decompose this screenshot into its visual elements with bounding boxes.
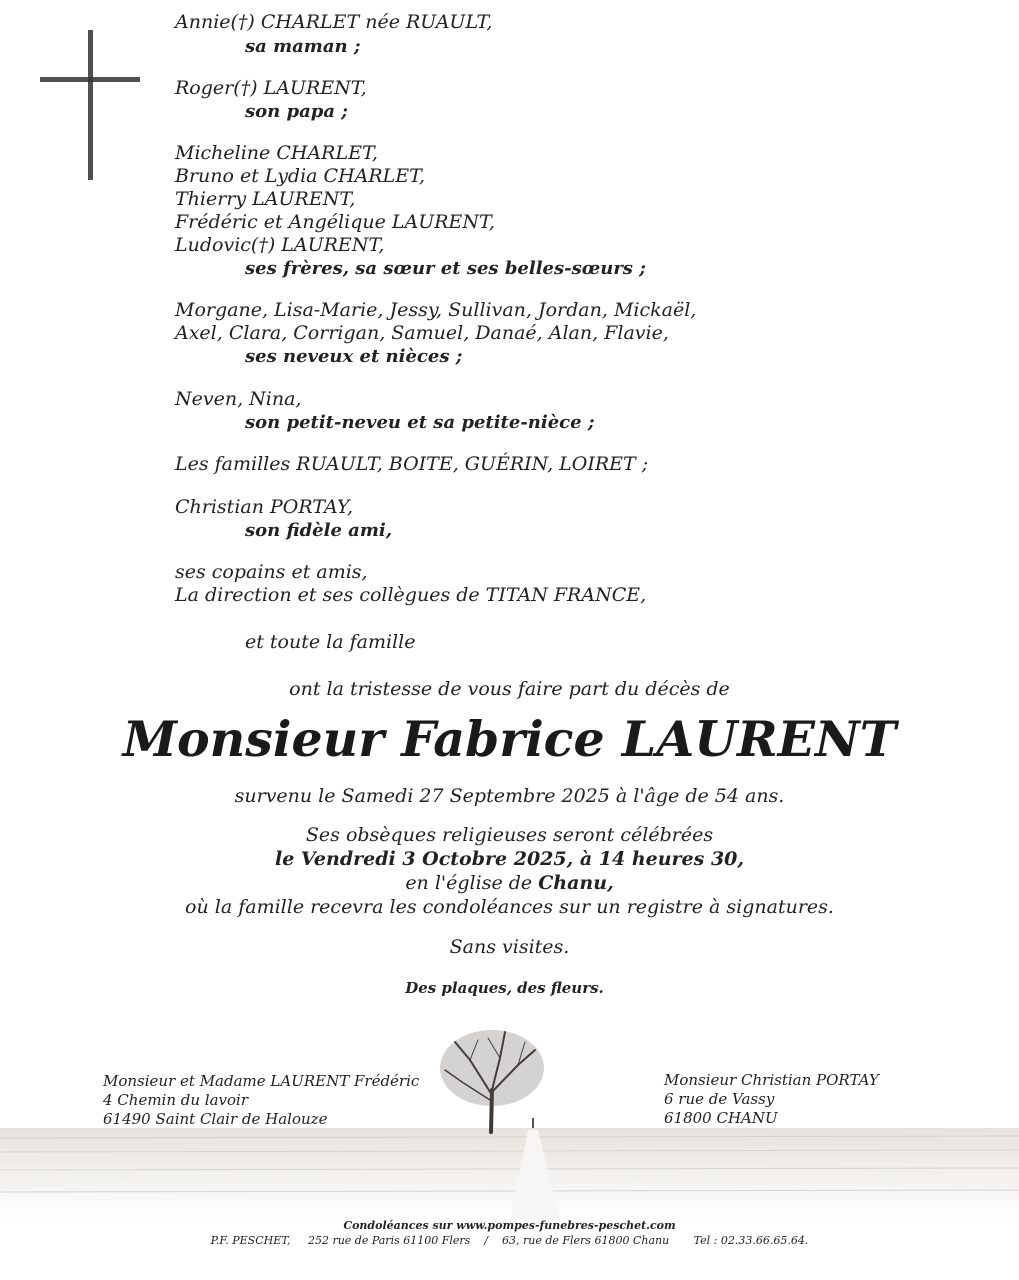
family-name-line: Neven, Nina,: [175, 388, 302, 410]
address-right-line: 6 rue de Vassy: [664, 1090, 775, 1108]
family-name-line: Morgane, Lisa-Marie, Jessy, Sullivan, Jordan, Mickaël,: [175, 299, 697, 321]
funeral-line: Ses obsèques religieuses seront célébrées: [305, 824, 714, 846]
family-name-line: Ludovic(†) LAURENT,: [175, 234, 385, 256]
footer-separator: /: [484, 1234, 488, 1247]
address-left-line: 4 Chemin du lavoir: [103, 1091, 249, 1109]
family-relation: ses neveux et nièces ;: [245, 346, 463, 367]
family-relation: son fidèle ami,: [245, 520, 392, 541]
visits: Sans visites.: [449, 936, 570, 958]
family-name-line: Annie(†) CHARLET née RUAULT,: [175, 11, 493, 33]
cross-icon: [40, 30, 145, 180]
address-left: [103, 1072, 419, 1129]
family-name-line: Roger(†) LAURENT,: [175, 77, 367, 99]
flowers: Des plaques, des fleurs.: [405, 979, 604, 997]
funeral-line: où la famille recevra les condoléances sur un registre à signatures.: [185, 896, 834, 918]
footer-company: P.F. PESCHET,: [210, 1234, 291, 1247]
footer-condolences: Condoléances sur www.pompes-funebres-peschet.com: [343, 1219, 676, 1232]
funeral-place: [0, 871, 1019, 895]
footer-phone: Tel : 02.33.66.65.64.: [693, 1234, 809, 1247]
footer-contact: [0, 1234, 1019, 1247]
address-left-line: 61490 Saint Clair de Halouze: [103, 1110, 328, 1128]
funeral-date: le Vendredi 3 Octobre 2025, à 14 heures 30,: [275, 848, 744, 870]
death-info: survenu le Samedi 27 Septembre 2025 à l'âge de 54 ans.: [234, 785, 785, 807]
funeral-place-name: Chanu,: [538, 872, 614, 894]
address-left-line: Monsieur et Madame LAURENT Frédéric: [103, 1072, 420, 1090]
family-name-line: Bruno et Lydia CHARLET,: [175, 165, 426, 187]
family-name-line: Axel, Clara, Corrigan, Samuel, Danaé, Alan, Flavie,: [175, 322, 669, 344]
friends-line: La direction et ses collègues de TITAN FRANCE,: [175, 584, 647, 606]
whole-family: et toute la famille: [245, 631, 416, 653]
family-relation: sa maman ;: [245, 36, 361, 57]
address-right-line: Monsieur Christian PORTAY: [664, 1071, 879, 1089]
announcement: ont la tristesse de vous faire part du décès de: [289, 678, 730, 700]
family-name-line: Frédéric et Angélique LAURENT,: [175, 211, 495, 233]
footer-address-1: 252 rue de Paris 61100 Flers: [307, 1234, 471, 1247]
family-name-line: Micheline CHARLET,: [175, 142, 378, 164]
family-name-line: Les familles RUAULT, BOITE, GUÉRIN, LOIRET ;: [175, 453, 649, 475]
footer-address-2: 63, rue de Flers 61800 Chanu: [502, 1234, 670, 1247]
family-relation: son papa ;: [245, 101, 348, 122]
address-right-line: 61800 CHANU: [664, 1109, 778, 1127]
family-name-line: Thierry LAURENT,: [175, 188, 356, 210]
family-relation: son petit-neveu et sa petite-nièce ;: [245, 412, 595, 433]
deceased-name: Monsieur Fabrice LAURENT: [122, 710, 897, 768]
funeral-place-prefix: en l'église de: [405, 872, 533, 894]
family-name-line: Christian PORTAY,: [175, 496, 354, 518]
address-right: [664, 1071, 879, 1128]
friends-line: ses copains et amis,: [175, 561, 368, 583]
family-relation: ses frères, sa sœur et ses belles-sœurs ;: [245, 258, 646, 279]
